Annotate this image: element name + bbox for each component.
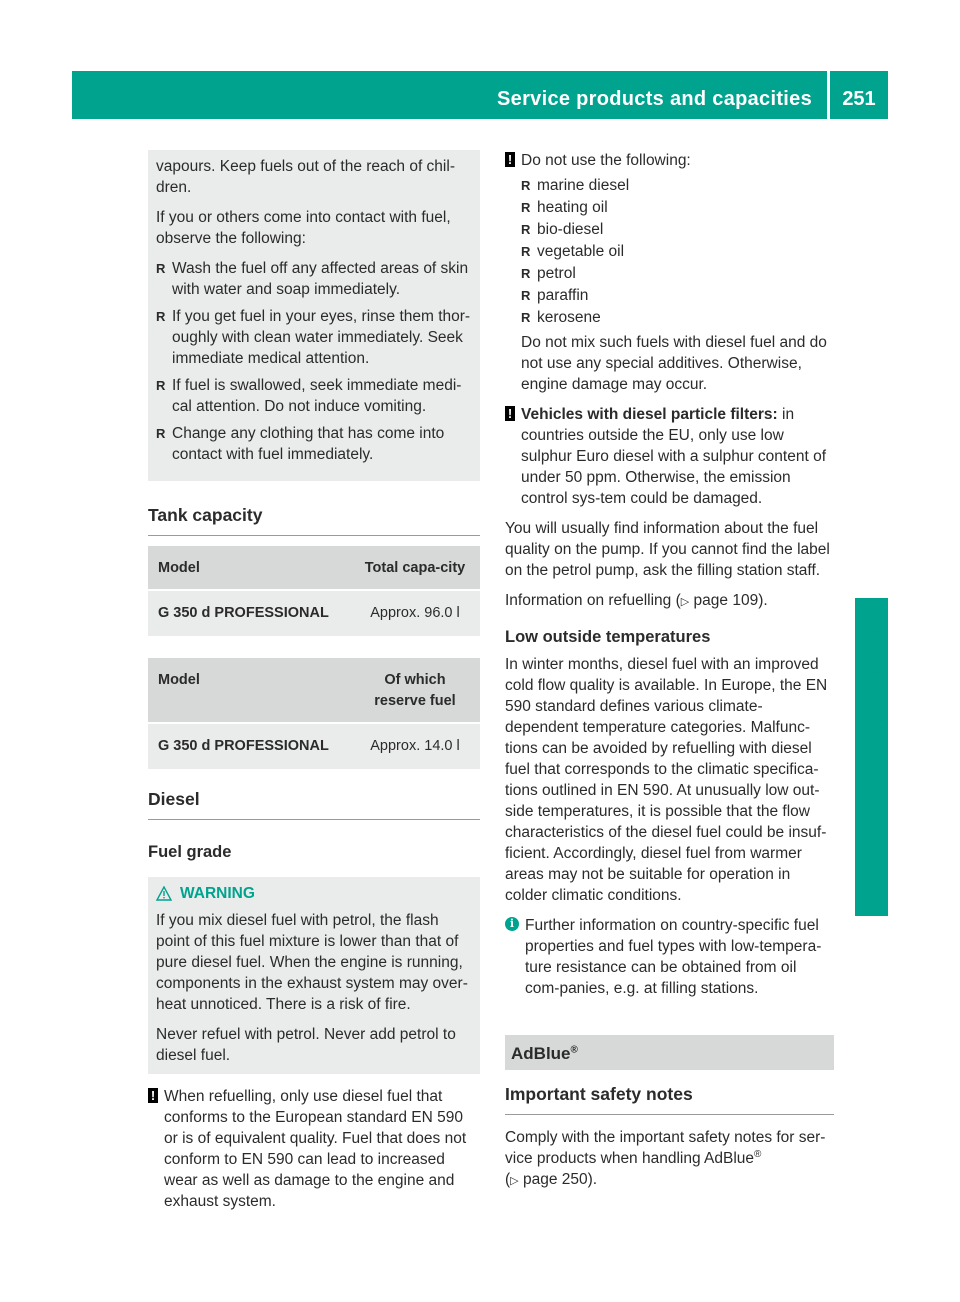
page-link[interactable]: page 109	[693, 592, 759, 609]
list-item: R marine diesel	[521, 175, 834, 196]
warning-list	[156, 258, 472, 465]
list-item: R If fuel is swallowed, seek immediate medi-cal attention. Do not induce vomiting.	[156, 375, 472, 417]
table-row	[148, 590, 480, 636]
list-item: R Change any clothing that has come into contact with fuel immediately.	[156, 423, 472, 465]
value-cell: Approx. 96.0 l	[350, 590, 480, 636]
caution-note	[505, 150, 834, 395]
diesel-warning-box	[148, 877, 480, 1074]
page-ref-arrow-icon: ▷	[510, 1175, 519, 1187]
list-item: R paraffin	[521, 285, 834, 306]
column-header: Of which reserve fuel	[350, 658, 480, 723]
caution-note	[148, 1086, 480, 1212]
list-item: R kerosene	[521, 307, 834, 328]
page-number: 251	[842, 88, 876, 110]
list-item: R bio-diesel	[521, 219, 834, 240]
left-column	[148, 150, 480, 1212]
column-header: Model	[148, 658, 350, 723]
fuel-exclusion-list	[521, 175, 834, 328]
refuel-reference: Information on refuelling (▷ page 109).	[505, 592, 768, 609]
warning-text: vapours. Keep fuels out of the reach of chil-dren.	[156, 158, 455, 196]
warning-header	[156, 883, 472, 904]
section-title: Service products and capacities	[497, 88, 812, 110]
warning-text: Never refuel with petrol. Never add petrol to diesel fuel.	[156, 1026, 456, 1064]
list-item: R petrol	[521, 263, 834, 284]
note-text: in countries outside the EU, only use low sulphur Euro diesel with a sulphur content of under 50 ppm. Otherwise, the emission control sys-tem could be damaged.	[521, 406, 827, 507]
capacity-table	[148, 546, 480, 636]
warning-label: WARNING	[180, 885, 255, 902]
body-text: In winter months, diesel fuel with an improved cold flow quality is available. In Europe, the EN 590 standard defines various climate-dependent temperature categories. Malfunc-tions can be avoided by refuelling with diesel fuel that corresponds to the climatic specifica-tions outlined in EN 590. At unusually low out-side temperatures, it is possible that the flow characteristics of the diesel fuel could be insuf-ficient. Accordingly, diesel fuel from warmer areas may not be suitable for operation in colder climatic conditions.	[505, 656, 828, 904]
fuel-grade-heading: Fuel grade	[148, 843, 232, 861]
warning-text: If you mix diesel fuel with petrol, the flash point of this fuel mixture is lower than that of pure diesel fuel. When the engine is running, components in the exhaust system may over-heat unnoticed. There is a risk of fire.	[156, 912, 468, 1013]
value-cell: Approx. 14.0 l	[350, 723, 480, 769]
info-note	[505, 915, 834, 999]
page-link[interactable]: page 250	[522, 1171, 588, 1188]
warning-triangle-icon	[156, 886, 172, 901]
low-temp-heading: Low outside temperatures	[505, 628, 711, 646]
caution-icon: !	[505, 406, 515, 421]
column-header: Model	[148, 546, 350, 590]
list-item: R Wash the fuel off any affected areas of skin with water and soap immediately.	[156, 258, 472, 300]
note-text: Further information on country-specific fuel properties and fuel types with low-tempera-ture resistance can be obtained from oil com-panies, e.g. at filling stations.	[525, 917, 822, 997]
list-item: R heating oil	[521, 197, 834, 218]
chapter-label: Technical data	[864, 615, 891, 780]
safety-heading: Important safety notes	[505, 1084, 834, 1115]
caution-icon: !	[148, 1088, 158, 1103]
model-cell: G 350 d PROFESSIONAL	[148, 590, 350, 636]
right-column	[505, 150, 834, 1201]
adblue-section-bar: AdBlue®	[505, 1035, 834, 1070]
warning-text: If you or others come into contact with fuel, observe the following:	[156, 209, 451, 247]
info-icon: i	[505, 917, 519, 931]
body-text: You will usually find information about the fuel quality on the pump. If you cannot find the label on the petrol pump, ask the filling station staff.	[505, 520, 830, 579]
list-item: R If you get fuel in your eyes, rinse them thor-oughly with clean water immediately. Seek immediate medical attention.	[156, 306, 472, 369]
note-text: Do not mix such fuels with diesel fuel and do not use any special additives. Otherwise, engine damage may occur.	[521, 334, 827, 393]
column-header: Total capa-city	[350, 546, 480, 590]
diesel-heading: Diesel	[148, 789, 480, 820]
list-item: R vegetable oil	[521, 241, 834, 262]
note-text: Do not use the following:	[521, 152, 691, 169]
note-text: When refuelling, only use diesel fuel that conforms to the European standard EN 590 or is of equivalent quality. Fuel that does not conform to EN 590 can lead to increased wear as well as damage to the engine and exhaust system.	[164, 1088, 467, 1210]
reserve-table	[148, 658, 480, 769]
note-bold: Vehicles with diesel particle filters:	[521, 406, 778, 423]
caution-icon: !	[505, 152, 515, 167]
page-ref-arrow-icon: ▷	[680, 596, 690, 608]
model-cell: G 350 d PROFESSIONAL	[148, 723, 350, 769]
tank-capacity-heading: Tank capacity	[148, 505, 480, 536]
page-header	[72, 71, 888, 119]
table-row	[148, 723, 480, 769]
caution-note	[505, 404, 834, 509]
safety-text: Comply with the important safety notes for ser-vice products when handling AdBlue® (▷ page 250).	[505, 1129, 826, 1188]
fuel-warning-box	[148, 150, 480, 481]
